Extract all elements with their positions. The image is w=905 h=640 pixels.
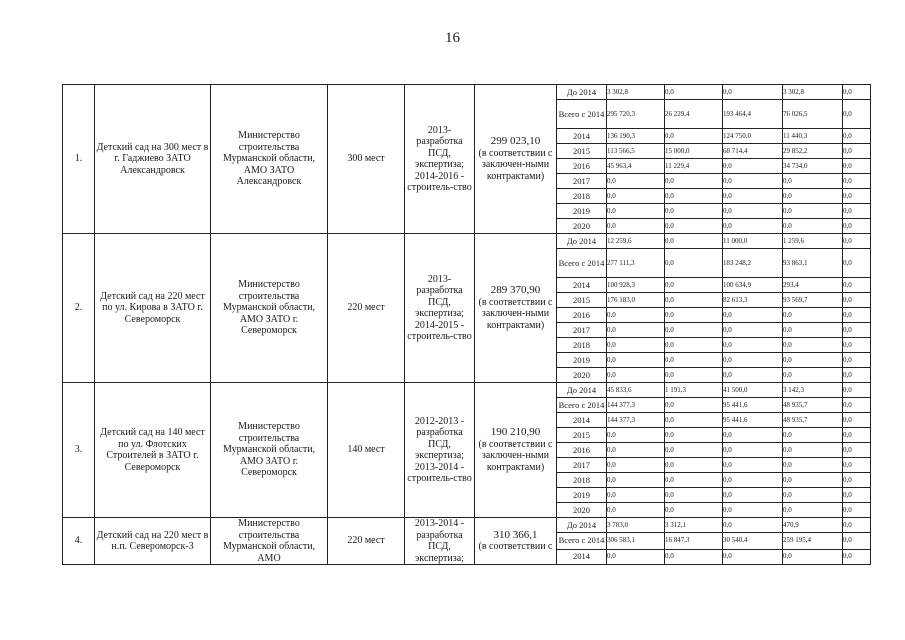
year-cell: 2020 (557, 219, 607, 234)
customer-name: Министерство строительства Мурманской области, АМО ЗАТО Александровск (222, 130, 316, 188)
year-cell: 2014 (557, 413, 607, 428)
local-budget-value: 0,0 (783, 368, 843, 383)
row-number: 4. (74, 535, 83, 547)
federal-budget-value: 0,0 (665, 219, 723, 234)
total-value: 0,0 (607, 338, 665, 353)
year-cell: До 2014 (557, 383, 607, 398)
regional-budget-value: 0,0 (723, 85, 783, 100)
year-cell: Всего с 2014 (557, 249, 607, 278)
year-cell: 2014 (557, 129, 607, 144)
total-value: 100 928,3 (607, 278, 665, 293)
regional-budget-value: 193 464,4 (723, 100, 783, 129)
year-cell: До 2014 (557, 234, 607, 249)
federal-budget-value: 0,0 (665, 338, 723, 353)
year-cell: 2020 (557, 503, 607, 518)
capacity-cell (328, 234, 405, 383)
local-budget-value: 93 569,7 (783, 293, 843, 308)
other-sources-value: 0,0 (843, 488, 871, 503)
local-budget-value: 0,0 (783, 308, 843, 323)
year-cell: 2014 (557, 278, 607, 293)
other-sources-value: 0,0 (843, 85, 871, 100)
total-value: 0,0 (607, 308, 665, 323)
local-budget-value: 0,0 (783, 353, 843, 368)
federal-budget-value: 0,0 (665, 308, 723, 323)
regional-budget-value: 41 500,0 (723, 383, 783, 398)
object-name: Детский сад на 140 мест по ул. Флотских Строителей в ЗАТО г. Североморск (100, 427, 205, 473)
estimated-cost-cell (475, 383, 557, 518)
year-cell: 2017 (557, 323, 607, 338)
year-cell: 2016 (557, 443, 607, 458)
capacity-cell (328, 518, 405, 565)
federal-budget-value: 0,0 (665, 458, 723, 473)
object-name-cell (95, 85, 211, 234)
row-number-cell (63, 383, 95, 518)
federal-budget-value: 0,0 (665, 293, 723, 308)
capacity: 220 мест (347, 535, 385, 547)
regional-budget-value: 30 540,4 (723, 533, 783, 549)
year-cell: 2017 (557, 458, 607, 473)
year-cell: Всего с 2014 (557, 100, 607, 129)
total-value: 0,0 (607, 189, 665, 204)
capacity-cell (328, 85, 405, 234)
construction-program-table (62, 84, 871, 565)
total-value: 3 302,8 (607, 85, 665, 100)
regional-budget-value: 0,0 (723, 174, 783, 189)
regional-budget-value: 0,0 (723, 189, 783, 204)
total-value: 144 377,3 (607, 398, 665, 413)
local-budget-value: 0,0 (783, 443, 843, 458)
local-budget-value: 470,9 (783, 518, 843, 533)
federal-budget-value: 0,0 (665, 428, 723, 443)
local-budget-value: 48 935,7 (783, 398, 843, 413)
regional-budget-value: 0,0 (723, 428, 783, 443)
local-budget-value: 34 734,0 (783, 159, 843, 174)
year-cell: 2018 (557, 338, 607, 353)
federal-budget-value: 0,0 (665, 234, 723, 249)
estimated-cost-cell (475, 518, 557, 565)
estimated-cost-cell (475, 85, 557, 234)
regional-budget-value: 0,0 (723, 518, 783, 533)
year-cell: 2019 (557, 488, 607, 503)
customer-name: Министерство строительства Мурманской области, АМО ЗАТО г. Североморск (222, 279, 316, 337)
total-value: 0,0 (607, 549, 665, 564)
other-sources-value: 0,0 (843, 129, 871, 144)
regional-budget-value: 0,0 (723, 204, 783, 219)
row-number: 2. (74, 302, 83, 314)
other-sources-value: 0,0 (843, 353, 871, 368)
year-cell: 2018 (557, 473, 607, 488)
regional-budget-value: 95 441,6 (723, 398, 783, 413)
local-budget-value: 0,0 (783, 338, 843, 353)
work-stages: 2013-2014 - разработка ПСД, экспертиза; (414, 518, 465, 564)
federal-budget-value: 1 191,3 (665, 383, 723, 398)
local-budget-value: 0,0 (783, 458, 843, 473)
other-sources-value: 0,0 (843, 234, 871, 249)
regional-budget-value: 0,0 (723, 353, 783, 368)
other-sources-value: 0,0 (843, 308, 871, 323)
other-sources-value: 0,0 (843, 503, 871, 518)
regional-budget-value: 0,0 (723, 503, 783, 518)
cost-note: (в соответствии с заключен-ными контрактами) (478, 438, 553, 473)
work-stages-cell (405, 383, 475, 518)
other-sources-value: 0,0 (843, 323, 871, 338)
federal-budget-value: 15 000,0 (665, 144, 723, 159)
page-number: 16 (445, 30, 460, 46)
regional-budget-value: 0,0 (723, 338, 783, 353)
federal-budget-value: 0,0 (665, 549, 723, 564)
total-value: 3 783,0 (607, 518, 665, 533)
federal-budget-value: 16 847,3 (665, 533, 723, 549)
year-cell: 2016 (557, 159, 607, 174)
total-value: 0,0 (607, 488, 665, 503)
other-sources-value: 0,0 (843, 383, 871, 398)
customer-name-cell (211, 85, 328, 234)
other-sources-value: 0,0 (843, 144, 871, 159)
regional-budget-value: 0,0 (723, 473, 783, 488)
federal-budget-value: 0,0 (665, 353, 723, 368)
regional-budget-value: 11 000,0 (723, 234, 783, 249)
federal-budget-value: 0,0 (665, 488, 723, 503)
capacity-cell (328, 383, 405, 518)
local-budget-value: 0,0 (783, 549, 843, 564)
federal-budget-value: 0,0 (665, 174, 723, 189)
other-sources-value: 0,0 (843, 204, 871, 219)
cost-value: 289 370,90 (490, 284, 541, 296)
cost-value: 190 210,90 (490, 426, 541, 438)
year-cell: Всего с 2014 (557, 398, 607, 413)
federal-budget-value: 3 312,1 (665, 518, 723, 533)
other-sources-value: 0,0 (843, 159, 871, 174)
other-sources-value: 0,0 (843, 278, 871, 293)
regional-budget-value: 0,0 (723, 368, 783, 383)
other-sources-value: 0,0 (843, 189, 871, 204)
row-number: 3. (74, 444, 83, 456)
year-cell: 2019 (557, 204, 607, 219)
cost-note: (в соответствии с (478, 541, 553, 552)
local-budget-value: 76 026,5 (783, 100, 843, 129)
regional-budget-value: 0,0 (723, 323, 783, 338)
federal-budget-value: 0,0 (665, 368, 723, 383)
work-stages: 2013-разработка ПСД, экспертиза; 2014-2016 - строитель-ство (407, 124, 472, 193)
local-budget-value: 11 440,3 (783, 129, 843, 144)
local-budget-value: 0,0 (783, 219, 843, 234)
cost-value: 310 366,1 (493, 528, 538, 541)
customer-name: Министерство строительства Мурманской области, АМО (222, 518, 316, 564)
total-value: 306 583,1 (607, 533, 665, 549)
year-cell: 2015 (557, 428, 607, 443)
federal-budget-value: 0,0 (665, 129, 723, 144)
object-name-cell (95, 518, 211, 565)
local-budget-value: 0,0 (783, 323, 843, 338)
federal-budget-value: 0,0 (665, 398, 723, 413)
local-budget-value: 3 302,8 (783, 85, 843, 100)
regional-budget-value: 0,0 (723, 159, 783, 174)
regional-budget-value: 0,0 (723, 443, 783, 458)
customer-name: Министерство строительства Мурманской области, АМО ЗАТО г. Североморск (222, 421, 316, 479)
local-budget-value: 0,0 (783, 174, 843, 189)
local-budget-value: 29 852,2 (783, 144, 843, 159)
total-value: 0,0 (607, 428, 665, 443)
regional-budget-value: 183 248,2 (723, 249, 783, 278)
total-value: 0,0 (607, 353, 665, 368)
cost-note: (в соответствии с заключен-ными контрактами) (478, 296, 553, 331)
other-sources-value: 0,0 (843, 458, 871, 473)
other-sources-value: 0,0 (843, 338, 871, 353)
work-stages-cell (405, 234, 475, 383)
capacity: 300 мест (347, 153, 385, 165)
capacity: 140 мест (347, 444, 385, 456)
total-value: 113 566,5 (607, 144, 665, 159)
customer-name-cell (211, 383, 328, 518)
other-sources-value: 0,0 (843, 413, 871, 428)
total-value: 0,0 (607, 204, 665, 219)
other-sources-value: 0,0 (843, 428, 871, 443)
total-value: 295 720,3 (607, 100, 665, 129)
federal-budget-value: 0,0 (665, 249, 723, 278)
year-cell: Всего с 2014 (557, 533, 607, 549)
year-cell: До 2014 (557, 518, 607, 533)
total-value: 45 963,4 (607, 159, 665, 174)
work-stages: 2012-2013 - разработка ПСД, экспертиза; 2013-2014 - строитель-ство (407, 415, 472, 484)
federal-budget-value: 0,0 (665, 204, 723, 219)
work-stages-cell (405, 518, 475, 565)
year-cell: 2020 (557, 368, 607, 383)
local-budget-value: 3 142,3 (783, 383, 843, 398)
federal-budget-value: 0,0 (665, 503, 723, 518)
total-value: 0,0 (607, 323, 665, 338)
local-budget-value: 0,0 (783, 189, 843, 204)
total-value: 0,0 (607, 219, 665, 234)
table-row (63, 383, 871, 398)
row-number-cell (63, 518, 95, 565)
table-row (63, 85, 871, 100)
other-sources-value: 0,0 (843, 293, 871, 308)
total-value: 277 111,3 (607, 249, 665, 278)
year-cell: 2015 (557, 293, 607, 308)
work-stages: 2013-разработка ПСД, экспертиза; 2014-2015 - строитель-ство (407, 273, 472, 342)
local-budget-value: 0,0 (783, 428, 843, 443)
regional-budget-value: 0,0 (723, 549, 783, 564)
regional-budget-value: 68 714,4 (723, 144, 783, 159)
year-cell: 2017 (557, 174, 607, 189)
total-value: 0,0 (607, 458, 665, 473)
object-name-cell (95, 234, 211, 383)
work-stages-cell (405, 85, 475, 234)
row-number: 1. (74, 153, 83, 165)
local-budget-value: 0,0 (783, 488, 843, 503)
year-cell: 2019 (557, 353, 607, 368)
regional-budget-value: 82 613,3 (723, 293, 783, 308)
total-value: 0,0 (607, 174, 665, 189)
table-row (63, 234, 871, 249)
regional-budget-value: 0,0 (723, 488, 783, 503)
regional-budget-value: 100 634,9 (723, 278, 783, 293)
year-cell: 2015 (557, 144, 607, 159)
other-sources-value: 0,0 (843, 473, 871, 488)
local-budget-value: 0,0 (783, 503, 843, 518)
total-value: 0,0 (607, 473, 665, 488)
object-name: Детский сад на 220 мест в н.п. Североморск-3 (96, 529, 209, 552)
year-cell: До 2014 (557, 85, 607, 100)
total-value: 0,0 (607, 443, 665, 458)
cost-note: (в соответствии с заключен-ными контрактами) (478, 147, 553, 182)
object-name: Детский сад на 220 мест по ул. Кирова в ЗАТО г. Североморск (100, 290, 205, 325)
regional-budget-value: 0,0 (723, 308, 783, 323)
other-sources-value: 0,0 (843, 249, 871, 278)
federal-budget-value: 26 229,4 (665, 100, 723, 129)
regional-budget-value: 95 441,6 (723, 413, 783, 428)
object-name: Детский сад на 300 мест в г. Гаджиево ЗАТО Александровск (96, 141, 209, 176)
local-budget-value: 1 259,6 (783, 234, 843, 249)
year-cell: 2018 (557, 189, 607, 204)
regional-budget-value: 0,0 (723, 219, 783, 234)
federal-budget-value: 0,0 (665, 278, 723, 293)
row-number-cell (63, 85, 95, 234)
year-cell: 2016 (557, 308, 607, 323)
total-value: 144 377,3 (607, 413, 665, 428)
total-value: 136 190,3 (607, 129, 665, 144)
regional-budget-value: 0,0 (723, 458, 783, 473)
other-sources-value: 0,0 (843, 368, 871, 383)
local-budget-value: 48 935,7 (783, 413, 843, 428)
row-number-cell (63, 234, 95, 383)
other-sources-value: 0,0 (843, 533, 871, 549)
local-budget-value: 259 195,4 (783, 533, 843, 549)
federal-budget-value: 0,0 (665, 189, 723, 204)
federal-budget-value: 0,0 (665, 323, 723, 338)
object-name-cell (95, 383, 211, 518)
local-budget-value: 0,0 (783, 204, 843, 219)
other-sources-value: 0,0 (843, 398, 871, 413)
customer-name-cell (211, 518, 328, 565)
other-sources-value: 0,0 (843, 219, 871, 234)
other-sources-value: 0,0 (843, 100, 871, 129)
other-sources-value: 0,0 (843, 549, 871, 564)
total-value: 176 183,0 (607, 293, 665, 308)
total-value: 0,0 (607, 503, 665, 518)
total-value: 0,0 (607, 368, 665, 383)
federal-budget-value: 0,0 (665, 85, 723, 100)
other-sources-value: 0,0 (843, 174, 871, 189)
federal-budget-value: 11 229,4 (665, 159, 723, 174)
federal-budget-value: 0,0 (665, 443, 723, 458)
estimated-cost-cell (475, 234, 557, 383)
customer-name-cell (211, 234, 328, 383)
federal-budget-value: 0,0 (665, 413, 723, 428)
federal-budget-value: 0,0 (665, 473, 723, 488)
regional-budget-value: 124 750,0 (723, 129, 783, 144)
local-budget-value: 0,0 (783, 473, 843, 488)
other-sources-value: 0,0 (843, 518, 871, 533)
other-sources-value: 0,0 (843, 443, 871, 458)
capacity: 220 мест (347, 302, 385, 314)
cost-value: 299 023,10 (490, 135, 541, 147)
total-value: 12 259,6 (607, 234, 665, 249)
local-budget-value: 93 863,1 (783, 249, 843, 278)
local-budget-value: 293,4 (783, 278, 843, 293)
year-cell: 2014 (557, 549, 607, 564)
table-row (63, 518, 871, 533)
total-value: 45 833,6 (607, 383, 665, 398)
